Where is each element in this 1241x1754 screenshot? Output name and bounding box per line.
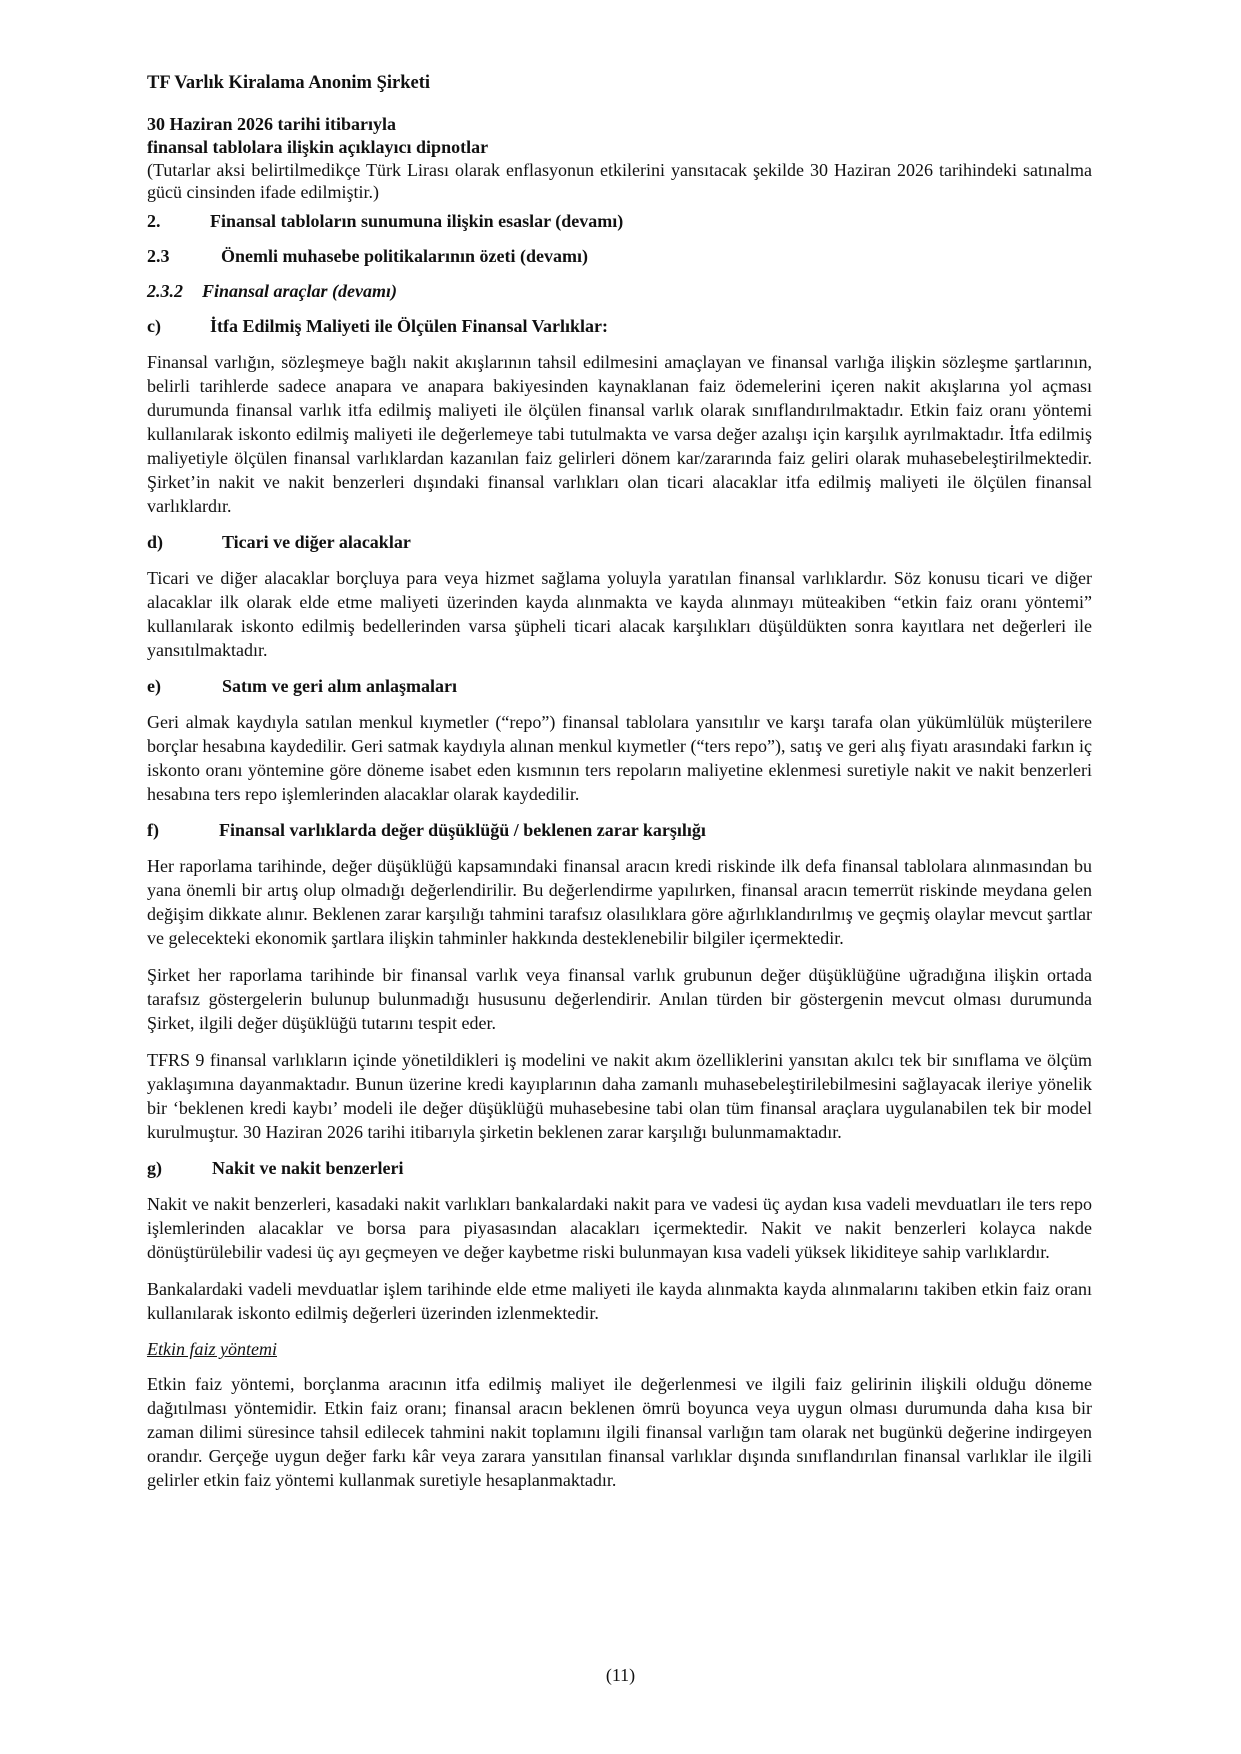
paragraph: Etkin faiz yöntemi, borçlanma aracının itfa edilmiş maliyet ile değerlenmesi ve ilgili faiz gelirinin ilişkili olduğu döneme dağıtılması yöntemidir. Etkin faiz oranı; finansal aracın beklenen ömrü boyunca veya uygun olması durumunda daha kısa bir zaman dilimi süresince tahsil edilecek tahmini nakit toplamını ilgili finansal varlığın tam olarak net bugünkü değerine indirgeyen orandır. Gerçeğe uygun değer farkı kâr veya zarara yansıtılan finansal varlıklar dışında sınıflandırılan finansal varlıklar ile ilgili gelirler etkin faiz yöntemi kullanmak suretiyle hesaplanmaktadır. [147,1374,1092,1490]
section-title: Finansal varlıklarda değer düşüklüğü / beklenen zarar karşılığı [219,820,706,840]
section-title: Önemli muhasebe politikalarının özeti (devamı) [221,246,588,266]
section-number: 2. [147,211,161,231]
section-c-heading [147,315,1092,337]
section-title: Finansal araçlar (devamı) [202,281,398,301]
section-2-3-heading [147,245,1092,267]
section-title: Finansal tabloların sunumuna ilişkin esaslar (devamı) [210,211,624,231]
section-letter: c) [147,316,161,336]
section-letter: f) [147,820,159,840]
section-2-heading [147,210,1092,232]
section-g-heading [147,1157,1092,1179]
paragraph: Şirket her raporlama tarihinde bir finansal varlık veya finansal varlık grubunun değer düşüklüğüne uğradığına ilişkin ortada tarafsız göstergelerin bulunup bulunmadığı hususunu değerlendirir. Anılan türden bir göstergenin mevcut olması durumunda Şirket, ilgili değer düşüklüğü tutarını tespit eder. [147,965,1092,1033]
company-name: TF Varlık Kiralama Anonim Şirketi [147,73,431,93]
currency-note: (Tutarlar aksi belirtilmedikçe Türk Lirası olarak enflasyonun etkilerini yansıtacak şekilde 30 Haziran 2026 tarihindeki satınalma gücü cinsinden ifade edilmiştir.) [147,160,1092,202]
report-date-line: 30 Haziran 2026 tarihi itibarıyla [147,114,396,134]
section-f-heading [147,819,1092,841]
section-number: 2.3.2 [147,281,183,301]
section-title: Satım ve geri alım anlaşmaları [222,676,457,696]
section-letter: g) [147,1158,162,1178]
section-letter: d) [147,532,164,552]
notes-title: finansal tablolara ilişkin açıklayıcı dipnotlar [147,137,489,157]
paragraph: TFRS 9 finansal varlıkların içinde yönetildikleri iş modelini ve nakit akım özelliklerini yansıtan akılcı tek bir sınıflama ve ölçüm yaklaşımına dayanmaktadır. Bunun üzerine kredi kayıplarının daha zamanlı muhasebeleştirilebilmesini sağlayacak ileriye yönelik bir ‘beklenen kredi kaybı’ modeli ile değer düşüklüğü muhasebesine tabi olan tüm finansal araçlara uygulanabilen tek bir model kurulmuştur. 30 Haziran 2026 tarihi itibarıyla şirketin beklenen zarar karşılığı bulunmamaktadır. [147,1050,1092,1142]
section-title: Ticari ve diğer alacaklar [222,532,411,552]
section-title: İtfa Edilmiş Maliyeti ile Ölçülen Finansal Varlıklar: [210,316,609,336]
section-number: 2.3 [147,246,170,266]
paragraph: Geri almak kaydıyla satılan menkul kıymetler (“repo”) finansal tablolara yansıtılır ve karşı tarafa olan yükümlülük müşterilere borçlar hesabına kaydedilir. Geri satmak kaydıyla alınan menkul kıymetler (“ters repo”), satış ve geri alış fiyatı arasındaki farkın iç iskonto oranı yöntemine göre döneme isabet eden kısmının ters repoların maliyetine eklenmesi suretiyle nakit ve nakit benzerleri hesabına ters repo işlemlerinden alacaklar olarak kaydedilir. [147,712,1092,804]
paragraph: Nakit ve nakit benzerleri, kasadaki nakit varlıkları bankalardaki nakit para ve vadesi üç aydan kısa vadeli mevduatları ile ters repo işlemlerinden alacaklar ve borsa para piyasasından alacakları içermektedir. Nakit ve nakit benzerleri kolayca nakde dönüştürülebilir vadesi üç ayı geçmeyen ve değer kaybetme riski bulunmayan kısa vadeli yüksek likiditeye sahip varlıklardır. [147,1194,1092,1262]
document-page [147,72,1092,1505]
section-letter: e) [147,676,161,696]
section-e-heading [147,675,1092,697]
paragraph: Her raporlama tarihinde, değer düşüklüğü kapsamındaki finansal aracın kredi riskinde ilk defa finansal tablolara alınmasından bu yana önemli bir artış olup olmadığı değerlendirilir. Bu değerlendirme yapılırken, finansal aracın temerrüt riskinde meydana gelen değişim dikkate alınır. Beklenen zarar karşılığı tahmini tarafsız olasılıklara göre ağırlıklandırılmış ve geçmiş olaylar mevcut şartlar ve gelecekteki ekonomik şartlara ilişkin tahminler hakkında desteklenebilir bilgiler içermektedir. [147,856,1092,948]
paragraph: Bankalardaki vadeli mevduatlar işlem tarihinde elde etme maliyeti ile kayda alınmakta kayda alınmalarını takiben etkin faiz oranı kullanılarak iskonto edilmiş değerleri üzerinden izlenmektedir. [147,1279,1092,1323]
subsection-title: Etkin faiz yöntemi [147,1339,277,1359]
paragraph: Ticari ve diğer alacaklar borçluya para veya hizmet sağlama yoluyla yaratılan finansal varlıklardır. Söz konusu ticari ve diğer alacaklar ilk olarak elde etme maliyeti üzerinden kayda alınmakta ve kayda alınmayı müteakiben “etkin faiz oranı yöntemi” kullanılarak iskonto edilmiş bedellerinden varsa şüpheli ticari alacak karşılıkları düşüldükten sonra kayıtlara net değerleri ile yansıtılmaktadır. [147,568,1092,660]
section-title: Nakit ve nakit benzerleri [212,1158,404,1178]
paragraph: Finansal varlığın, sözleşmeye bağlı nakit akışlarının tahsil edilmesini amaçlayan ve finansal varlığa ilişkin sözleşme şartlarının, belirli tarihlerde sadece anapara ve anapara bakiyesinden kaynaklanan faiz ödemelerini içeren nakit akışlarına yol açması durumunda finansal varlık itfa edilmiş maliyeti ile ölçülen finansal varlık olarak sınıflandırılmaktadır. Etkin faiz oranı yöntemi kullanılarak iskonto edilmiş maliyeti ile değerlemeye tabi tutulmakta ve varsa değer azalışı için karşılık ayrılmaktadır. İtfa edilmiş maliyetiyle ölçülen finansal varlıklardan kazanılan faiz gelirleri dönem kar/zararında faiz geliri olarak muhasebeleştirilmektedir. Şirket’in nakit ve nakit benzerleri dışındaki finansal varlıkları olan ticari alacaklar itfa edilmiş maliyeti ile ölçülen finansal varlıklardır. [147,352,1092,516]
section-d-heading [147,531,1092,553]
page-number: (11) [605,1665,636,1685]
section-2-3-2-heading [147,280,1092,302]
